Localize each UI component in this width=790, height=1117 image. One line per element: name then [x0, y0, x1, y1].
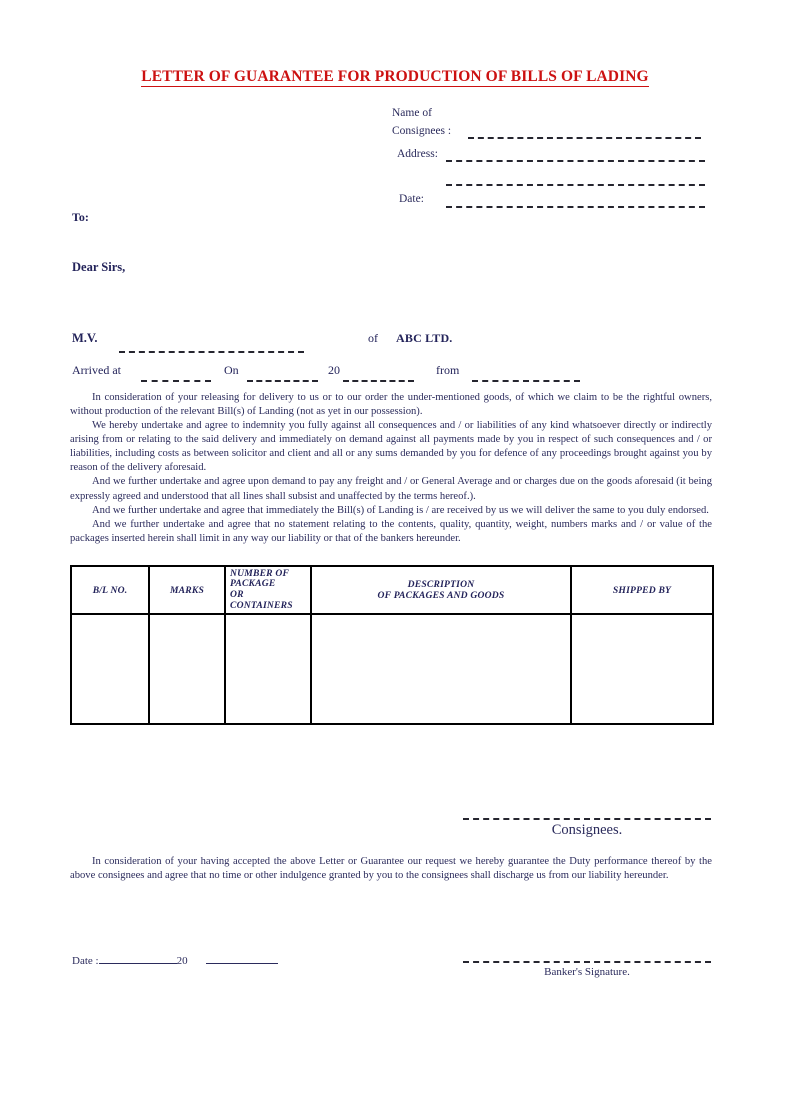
- name-of-label: Name of: [392, 107, 432, 119]
- address-fill-line-2[interactable]: [446, 184, 705, 186]
- mv-label: M.V.: [72, 331, 98, 345]
- consignees-signature-label: Consignees.: [551, 822, 623, 838]
- description-line-1: DESCRIPTION: [407, 579, 475, 590]
- goods-table: [70, 565, 714, 725]
- dear-sirs-label: Dear Sirs,: [72, 260, 126, 274]
- body-paragraph-4: And we further undertake and agree that immediately the Bill(s) of Landing is / are received by us we will deliver the same to you duly endorsed.: [92, 504, 709, 516]
- on-fill-line[interactable]: [247, 380, 318, 382]
- header-line-1: NUMBER OF: [230, 567, 290, 579]
- footer-date-label: Date :: [72, 955, 99, 967]
- of-word: of: [368, 331, 378, 345]
- company-name: ABC LTD.: [396, 331, 453, 345]
- on-label: On: [224, 363, 239, 377]
- guarantee-paragraph: In consideration of your having accepted the above Letter or Guarantee our request we hereby guarantee the Duty performance thereof by the above consignees and agree that no time or other indulgence granted by you to the consignees shall discharge us from our liability hereunder.: [70, 856, 712, 882]
- date-label: Date:: [399, 193, 424, 205]
- table-header-bl-no: B/L NO.: [71, 566, 149, 614]
- cell-description[interactable]: [311, 614, 571, 724]
- date-fill-line[interactable]: [446, 206, 705, 208]
- header-line-2: PACKAGE: [230, 578, 276, 590]
- table-header-description: [311, 566, 571, 614]
- year-fill-line[interactable]: [343, 380, 414, 382]
- from-fill-line[interactable]: [472, 380, 580, 382]
- arrived-at-fill-line[interactable]: [141, 380, 211, 382]
- body-paragraph-5: And we further undertake and agree that no statement relating to the contents, quality, quantity, weight, numbers marks and / or value of the packages inserted herein shall limit in any way our liability or that of the bankers hereunder.: [70, 518, 712, 544]
- cell-bl-no[interactable]: [71, 614, 149, 724]
- table-header-row: [71, 566, 713, 614]
- mv-fill-line[interactable]: [119, 351, 304, 353]
- arrived-at-label: Arrived at: [72, 363, 121, 377]
- consignees-fill-line[interactable]: [468, 137, 701, 139]
- footer-date-row: [72, 952, 278, 967]
- body-paragraph-2: We hereby undertake and agree to indemnity you fully against all consequences and / or liabilities of any kind whatsoever directly or indirectly arising from or relating to the said delivery and immediately on demand against all payments made by you in respect of such consequences and / or liabilities, including costs as between solicitor and client and all or any sums demanded by you for defence of any proceedings brought against you by reason of the delivery aforesaid.: [70, 420, 712, 474]
- from-label: from: [436, 363, 460, 377]
- to-label: To:: [72, 210, 89, 224]
- table-header-shipped-by: SHIPPED BY: [571, 566, 713, 614]
- body-paragraphs: [70, 391, 712, 546]
- consignees-label: Consignees :: [392, 125, 452, 137]
- cell-marks[interactable]: [149, 614, 225, 724]
- body-paragraph-1: In consideration of your releasing for delivery to us or to our order the under-mentioned goods, of which we claim to be the rightful owners, without production of the relevant Bill(s) of Landing (not as yet in our possession).: [70, 392, 712, 418]
- consignees-signature-line[interactable]: [463, 818, 711, 820]
- footer-year-prefix: 20: [176, 955, 188, 967]
- table-header-marks: MARKS: [149, 566, 225, 614]
- address-label: Address:: [397, 148, 438, 160]
- document-title: [0, 68, 790, 87]
- description-line-2: OF PACKAGES AND GOODS: [377, 590, 505, 601]
- header-line-4: CONTAINERS: [230, 599, 293, 611]
- year-prefix-label: 20: [328, 363, 340, 377]
- bankers-signature-label: Banker's Signature.: [544, 966, 630, 978]
- cell-shipped-by[interactable]: [571, 614, 713, 724]
- table-row: [71, 614, 713, 724]
- guarantee-paragraph-block: [70, 855, 712, 883]
- cell-number-of-packages[interactable]: [225, 614, 311, 724]
- body-paragraph-3: And we further undertake and agree upon demand to pay any freight and / or General Average and or charges due on the goods aforesaid (it being expressly agreed and understood that all lines shall subsist and unaffected by the terms hereof.).: [70, 476, 712, 502]
- bankers-signature-line[interactable]: [463, 961, 711, 963]
- footer-date-blank-2[interactable]: [206, 952, 278, 964]
- document-title-text: LETTER OF GUARANTEE FOR PRODUCTION OF BILLS OF LADING: [141, 68, 648, 87]
- header-line-3: OR: [230, 589, 244, 600]
- address-fill-line-1[interactable]: [446, 160, 705, 162]
- arrived-row: [72, 363, 459, 378]
- footer-date-blank-1[interactable]: [99, 952, 177, 964]
- table-header-number-of-packages: [225, 566, 311, 614]
